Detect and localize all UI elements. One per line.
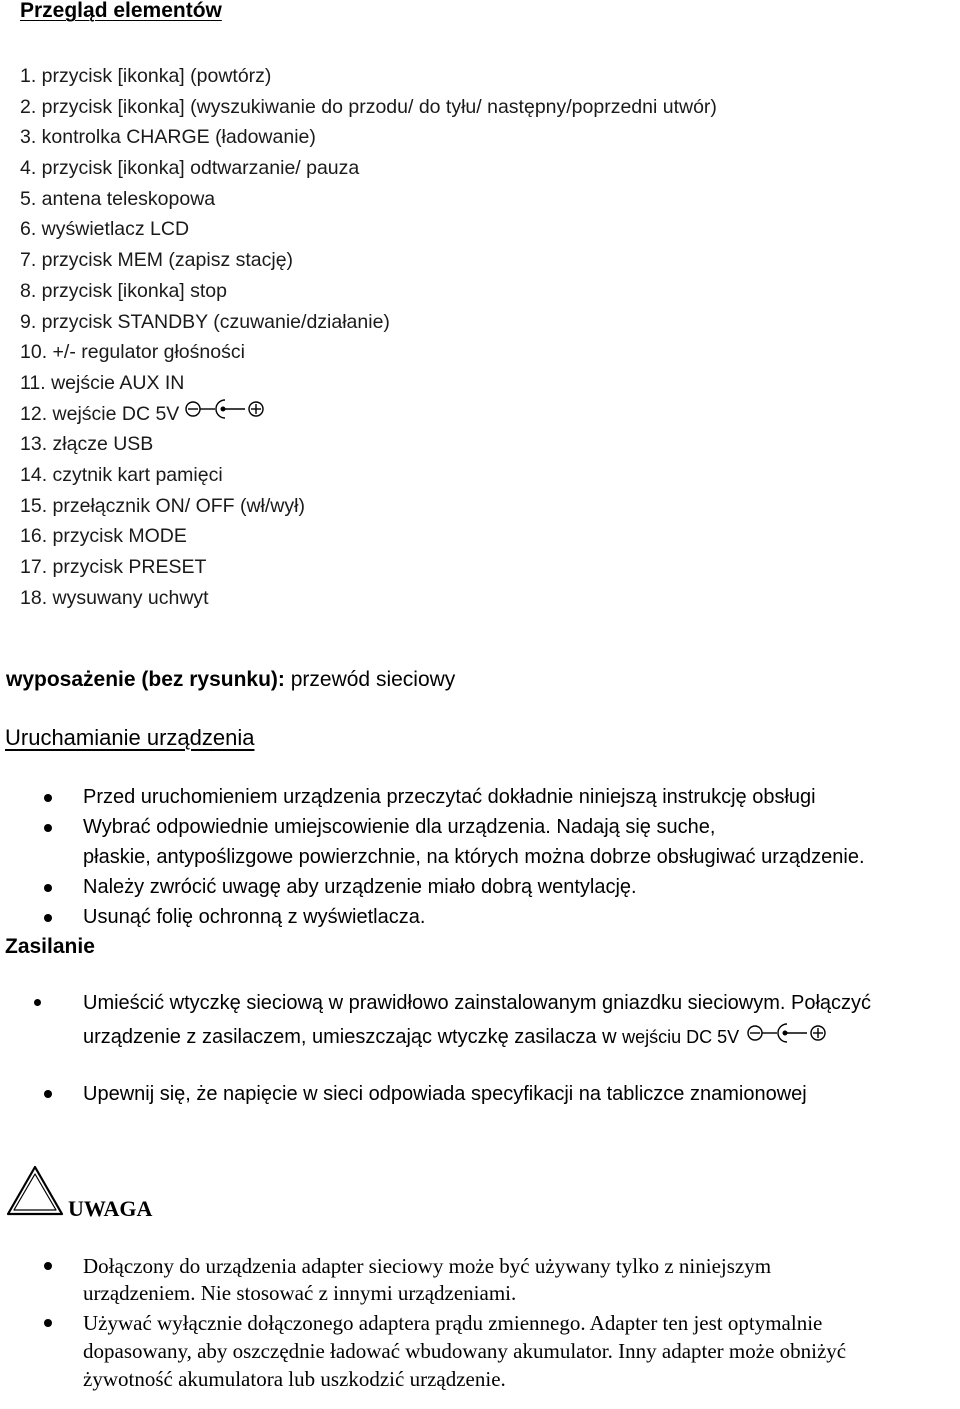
power-bullet-text: urządzenie z zasilaczem, umieszczając wtyczkę zasilacza w bbox=[83, 1026, 623, 1048]
bullet-dot bbox=[44, 1262, 52, 1270]
warning-label: UWAGA bbox=[68, 1196, 153, 1221]
list-item: 2. przycisk [ikonka] (wyszukiwanie do przodu/ do tyłu/ następny/poprzedni utwór) bbox=[20, 95, 717, 118]
bullet-dot bbox=[44, 914, 52, 922]
startup-bullet: Przed uruchomieniem urządzenia przeczytać dokładnie niniejszą instrukcję obsługi bbox=[83, 786, 816, 808]
list-item: 7. przycisk MEM (zapisz stację) bbox=[20, 249, 294, 272]
power-heading: Zasilanie bbox=[5, 935, 95, 958]
bullet-dot bbox=[44, 794, 52, 802]
list-item: 5. antena teleskopowa bbox=[20, 187, 216, 210]
list-item: 13. złącze USB bbox=[20, 433, 154, 456]
dc-polarity-icon bbox=[745, 1020, 831, 1046]
power-bullet-continuation bbox=[83, 1024, 831, 1050]
list-item: 17. przycisk PRESET bbox=[20, 556, 207, 578]
bullet-dot bbox=[44, 824, 52, 832]
startup-bullet: Należy zwrócić uwagę aby urządzenie miało dobrą wentylację. bbox=[83, 876, 637, 898]
warning-text: Dołączony do urządzenia adapter sieciowy może być używany tylko z niniejszym bbox=[83, 1254, 772, 1278]
list-item: 3. kontrolka CHARGE (ładowanie) bbox=[20, 126, 316, 149]
list-item-dc bbox=[20, 401, 717, 432]
list-item: 16. przycisk MODE bbox=[20, 525, 187, 548]
warning-text: Używać wyłącznie dołączonego adaptera prądu zmiennego. Adapter ten jest optymalnie bbox=[83, 1311, 823, 1335]
equipment-value: przewód sieciowy bbox=[284, 668, 456, 691]
bullet-dot bbox=[34, 999, 41, 1006]
list-item: 14. czytnik kart pamięci bbox=[20, 463, 223, 486]
list-item: 9. przycisk STANDBY (czuwanie/działanie) bbox=[20, 310, 390, 333]
warning-text: żywotność akumulatora lub uszkodzić urządzenie. bbox=[83, 1367, 506, 1391]
warning-text: dopasowany, aby oszczędnie ładować wbudowany akumulator. Inny adapter może obniżyć bbox=[83, 1339, 847, 1363]
power-bullet: Umieścić wtyczkę sieciową w prawidłowo zainstalowanym gniazdku sieciowym. Połączyć bbox=[83, 992, 872, 1014]
component-list bbox=[20, 63, 717, 615]
dc-polarity-icon bbox=[185, 396, 267, 422]
list-item-label: 12. wejście DC 5V bbox=[20, 402, 180, 425]
startup-bullet: Usunąć folię ochronną z wyświetlacza. bbox=[83, 906, 426, 928]
power-bullet-small-text: wejściu DC 5V bbox=[622, 1027, 740, 1047]
list-item: 1. przycisk [ikonka] (powtórz) bbox=[20, 65, 272, 87]
bullet-dot bbox=[44, 1319, 52, 1327]
startup-heading: Uruchamianie urządzenia bbox=[5, 725, 255, 750]
bullet-dot bbox=[44, 1090, 52, 1098]
list-item: 10. +/- regulator głośności bbox=[20, 341, 245, 364]
warning-triangle-icon bbox=[6, 1165, 64, 1217]
list-item: 11. wejście AUX IN bbox=[20, 371, 185, 394]
warning-text: urządzeniem. Nie stosować z innymi urządzeniami. bbox=[83, 1281, 517, 1305]
equipment-label: wyposażenie (bez rysunku): bbox=[6, 668, 285, 691]
equipment-line bbox=[6, 668, 455, 692]
list-item: 4. przycisk [ikonka] odtwarzanie/ pauza bbox=[20, 157, 360, 180]
power-bullet: Upewnij się, że napięcie w sieci odpowiada specyfikacji na tabliczce znamionowej bbox=[83, 1083, 807, 1105]
page-title: Przegląd elementów bbox=[20, 0, 222, 22]
bullet-dot bbox=[44, 884, 52, 892]
list-item: 6. wyświetlacz LCD bbox=[20, 218, 190, 241]
list-item: 15. przełącznik ON/ OFF (wł/wył) bbox=[20, 494, 305, 517]
list-item: 18. wysuwany uchwyt bbox=[20, 586, 209, 609]
list-item: 8. przycisk [ikonka] stop bbox=[20, 279, 227, 302]
startup-bullet-continuation: płaskie, antypoślizgowe powierzchnie, na których można dobrze obsługiwać urządzenie. bbox=[83, 846, 865, 868]
startup-bullet: Wybrać odpowiednie umiejscowienie dla urządzenia. Nadają się suche, bbox=[83, 816, 716, 838]
